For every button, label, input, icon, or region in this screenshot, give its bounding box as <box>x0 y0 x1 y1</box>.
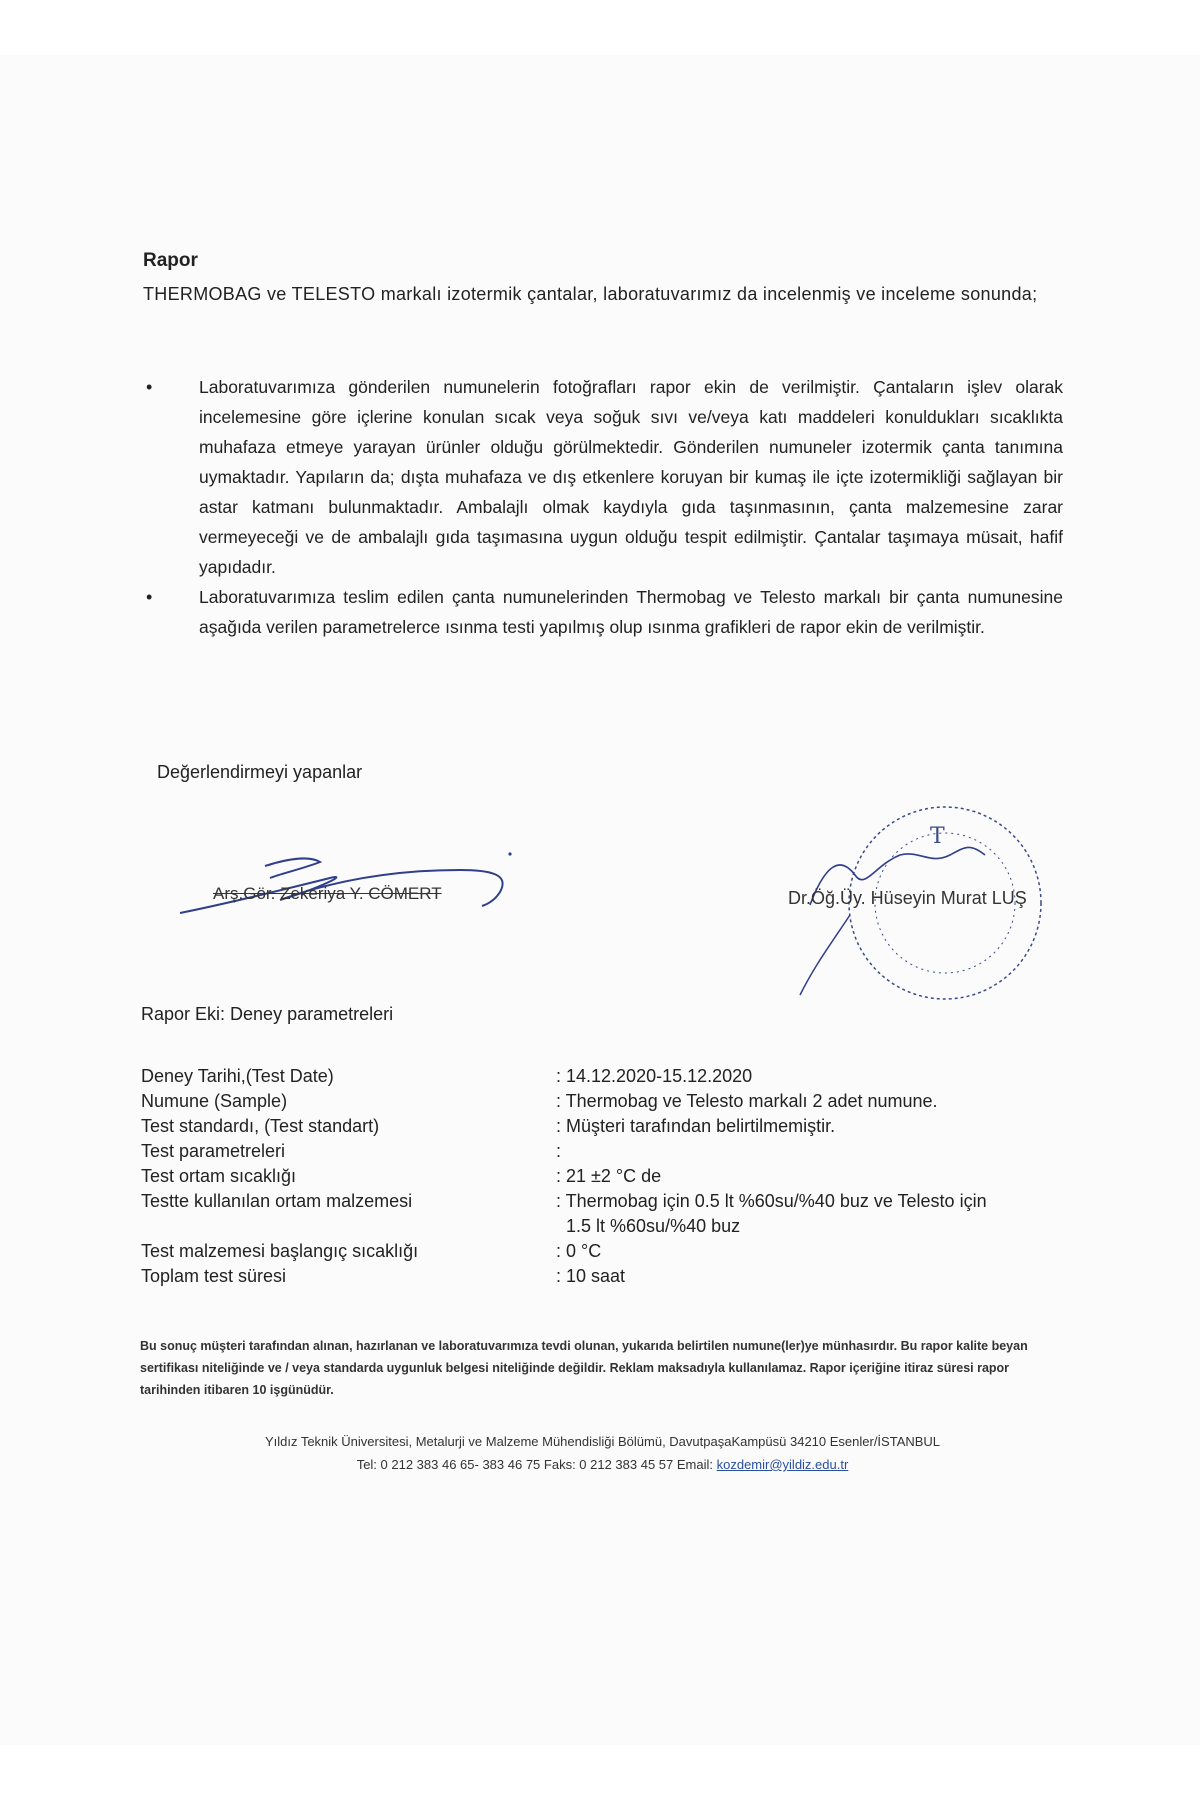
list-item <box>143 372 1063 582</box>
param-label: Toplam test süresi <box>141 1266 287 1286</box>
bullet-icon: • <box>146 377 153 397</box>
table-row <box>141 1089 1081 1114</box>
evaluator-left-name: Arş.Gör. Zekeriya Y. CÖMERT <box>213 884 442 903</box>
param-value-line: 1.5 lt %60su/%40 buz <box>566 1216 741 1236</box>
param-value: : Thermobag ve Telesto markalı 2 adet numune. <box>556 1091 938 1111</box>
parameter-table <box>141 1064 1081 1289</box>
param-value <box>556 1189 1081 1239</box>
param-value: : Müşteri tarafından belirtilmemiştir. <box>556 1116 836 1136</box>
table-row <box>141 1189 1081 1239</box>
table-row <box>141 1114 1081 1139</box>
footer-phone: Tel: 0 212 383 46 65- 383 46 75 Faks: 0 212 383 45 57 Email: <box>356 1457 717 1472</box>
footer-contact <box>140 1453 1065 1476</box>
param-value: : 10 saat <box>556 1266 626 1286</box>
footer-address: Yıldız Teknik Üniversitesi, Metalurji ve Malzeme Mühendisliği Bölümü, DavutpaşaKampüsü 34210 Esenler/İSTANBUL <box>264 1434 941 1449</box>
annex-title: Rapor Eki: Deney parametreleri <box>141 1004 394 1024</box>
table-row <box>141 1239 1081 1264</box>
param-label: Test ortam sıcaklığı <box>141 1166 297 1186</box>
evaluator-right-name: Dr.Öğ.Üy. Hüseyin Murat LUŞ <box>788 888 1027 908</box>
svg-text:T: T <box>930 824 945 849</box>
list-item <box>143 582 1063 642</box>
param-label: Numune (Sample) <box>141 1091 288 1111</box>
email-link[interactable]: kozdemir@yildiz.edu.tr <box>716 1457 849 1472</box>
param-label: Test parametreleri <box>141 1141 286 1161</box>
report-heading: Rapor <box>143 250 198 271</box>
report-intro: THERMOBAG ve TELESTO markalı izotermik çantalar, laboratuvarımız da incelenmiş ve inceleme sonunda; <box>143 284 1038 304</box>
param-value: : 21 ±2 °C de <box>556 1166 662 1186</box>
table-row <box>141 1064 1081 1089</box>
param-value: : 14.12.2020-15.12.2020 <box>556 1066 753 1086</box>
param-value: : 0 °C <box>556 1241 602 1261</box>
param-value-line: : Thermobag için 0.5 lt %60su/%40 buz ve Telesto için <box>556 1191 987 1211</box>
table-row <box>141 1139 1081 1164</box>
bullet-text: Laboratuvarımıza gönderilen numunelerin fotoğrafları rapor ekin de verilmiştir. Çantaların işlev olarak incelemesine göre içlerine konulan sıcak veya soğuk sıvı ve/veya katı maddeleri konuldukları sıcaklıkta muhafaza etmeye yarayan ürünler olduğu görülmektedir. Gönderilen numuneler izotermik çanta tanımına uymaktadır. Yapıların da; dışta muhafaza ve dış etkenlere koruyan bir kumaş ile içte izotermikliği sağlayan bir astar katmanı bulunmaktadır. Ambalajlı olmak kaydıyla gıda taşınmasının, çanta malzemesine zarar vermeyeceği ve de ambalajlı gıda taşımasına uygun olduğu tespit edilmiştir. Çantalar taşımaya müsait, hafif yapıdadır. <box>199 377 1063 577</box>
param-value: : <box>556 1141 562 1161</box>
param-label: Testte kullanılan ortam malzemesi <box>141 1191 413 1211</box>
disclaimer-text: Bu sonuç müşteri tarafından alınan, hazırlanan ve laboratuvarımıza tevdi olunan, yukarıda belirtilen numune(ler)ye münhasırdır. Bu rapor kalite beyan sertifikası niteliğinde ve / veya standarda uygunluk belgesi niteliğinde değildir. Reklam maksadıyla kullanılamaz. Rapor içeriğine itiraz süresi rapor tarihinden itibaren 10 işgünüdür. <box>140 1339 1028 1397</box>
bullet-icon: • <box>146 587 153 607</box>
param-label: Test malzemesi başlangıç sıcaklığı <box>141 1241 419 1261</box>
table-row <box>141 1264 1081 1289</box>
table-row <box>141 1164 1081 1189</box>
bullet-text: Laboratuvarımıza teslim edilen çanta numunelerinden Thermobag ve Telesto markalı bir çanta numunesine aşağıda verilen parametrelerce ısınma testi yapılmış olup ısınma grafikleri de rapor ekin de verilmiştir. <box>199 587 1063 637</box>
footer <box>140 1430 1065 1476</box>
param-label: Deney Tarihi,(Test Date) <box>141 1066 334 1086</box>
report-bullet-list <box>143 372 1063 642</box>
evaluators-title: Değerlendirmeyi yapanlar <box>157 762 363 782</box>
param-label: Test standardı, (Test standart) <box>141 1116 380 1136</box>
